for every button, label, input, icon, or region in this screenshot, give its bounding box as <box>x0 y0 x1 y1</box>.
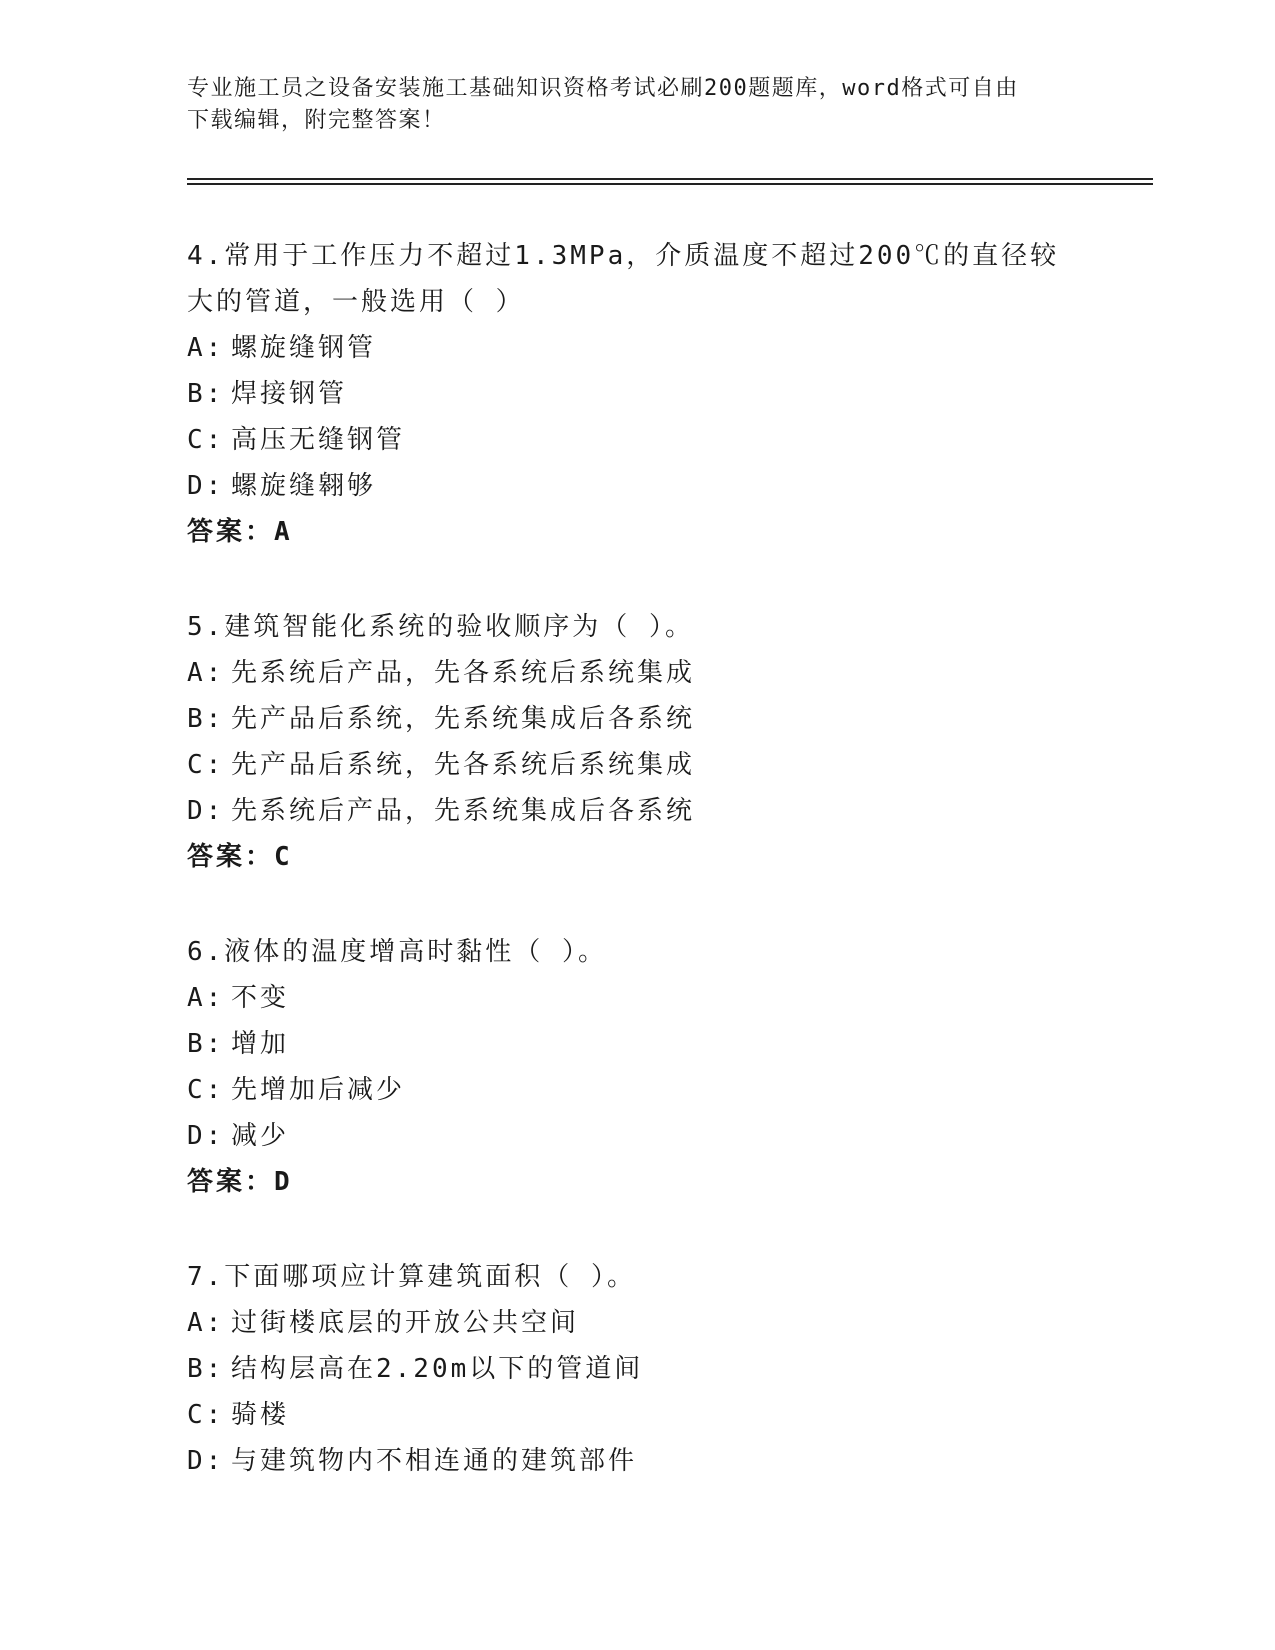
question-text: 5.建筑智能化系统的验收顺序为（ ）。 <box>187 612 694 642</box>
question-6 <box>187 929 1087 1205</box>
option-c <box>187 1067 1087 1113</box>
option-a <box>187 325 1087 371</box>
option-d <box>187 1438 1087 1484</box>
option-text: 结构层高在2.20m以下的管道间 <box>231 1354 644 1384</box>
question-7 <box>187 1254 1087 1484</box>
option-letter: A: <box>187 333 225 363</box>
option-c <box>187 417 1087 463</box>
option-text: 增加 <box>231 1029 290 1059</box>
option-text: 螺旋缝翱够 <box>231 471 377 501</box>
option-text: 过街楼底层的开放公共空间 <box>231 1308 580 1338</box>
option-d <box>187 788 1087 834</box>
option-text: 先产品后系统，先系统集成后各系统 <box>231 704 696 734</box>
header-divider-bottom <box>187 183 1153 185</box>
option-text: 先系统后产品，先系统集成后各系统 <box>231 796 696 826</box>
option-d <box>187 1113 1087 1159</box>
option-b <box>187 696 1087 742</box>
question-text: 6.液体的温度增高时黏性（ ）。 <box>187 937 607 967</box>
answer-line: 答案：D <box>187 1167 293 1197</box>
question-text: 4.常用于工作压力不超过1.3MPa，介质温度不超过200℃的直径较大的管道，一般选用（ ） <box>187 241 1060 317</box>
option-c <box>187 742 1087 788</box>
document-header <box>187 73 1087 137</box>
option-text: 焊接钢管 <box>231 379 348 409</box>
header-line-1: 专业施工员之设备安装施工基础知识资格考试必刷200题题库，word格式可自由 <box>187 76 1019 101</box>
answer-line: 答案：C <box>187 842 293 872</box>
option-letter: D: <box>187 796 225 826</box>
option-letter: B: <box>187 1029 225 1059</box>
option-letter: D: <box>187 1121 225 1151</box>
option-d <box>187 463 1087 509</box>
question-list <box>187 233 1087 1533</box>
option-text: 骑楼 <box>231 1400 290 1430</box>
option-text: 高压无缝钢管 <box>231 425 406 455</box>
option-c <box>187 1392 1087 1438</box>
question-5 <box>187 604 1087 880</box>
option-letter: B: <box>187 1354 225 1384</box>
option-letter: C: <box>187 425 225 455</box>
option-text: 先增加后减少 <box>231 1075 406 1105</box>
header-line-2: 下载编辑，附完整答案！ <box>187 108 446 133</box>
header-divider-top <box>187 178 1153 180</box>
answer-line: 答案：A <box>187 517 293 547</box>
option-text: 与建筑物内不相连通的建筑部件 <box>231 1446 638 1476</box>
option-letter: A: <box>187 658 225 688</box>
question-text: 7.下面哪项应计算建筑面积（ ）。 <box>187 1262 636 1292</box>
option-letter: A: <box>187 1308 225 1338</box>
option-a <box>187 1300 1087 1346</box>
option-b <box>187 371 1087 417</box>
option-text: 不变 <box>231 983 290 1013</box>
option-letter: D: <box>187 1446 225 1476</box>
option-letter: B: <box>187 704 225 734</box>
option-text: 先系统后产品，先各系统后系统集成 <box>231 658 696 688</box>
option-a <box>187 650 1087 696</box>
option-b <box>187 1021 1087 1067</box>
option-letter: C: <box>187 1400 225 1430</box>
option-letter: B: <box>187 379 225 409</box>
option-a <box>187 975 1087 1021</box>
option-letter: C: <box>187 750 225 780</box>
option-letter: D: <box>187 471 225 501</box>
option-letter: A: <box>187 983 225 1013</box>
option-b <box>187 1346 1087 1392</box>
option-letter: C: <box>187 1075 225 1105</box>
option-text: 先产品后系统，先各系统后系统集成 <box>231 750 696 780</box>
option-text: 减少 <box>231 1121 290 1151</box>
question-4 <box>187 233 1087 555</box>
option-text: 螺旋缝钢管 <box>231 333 377 363</box>
